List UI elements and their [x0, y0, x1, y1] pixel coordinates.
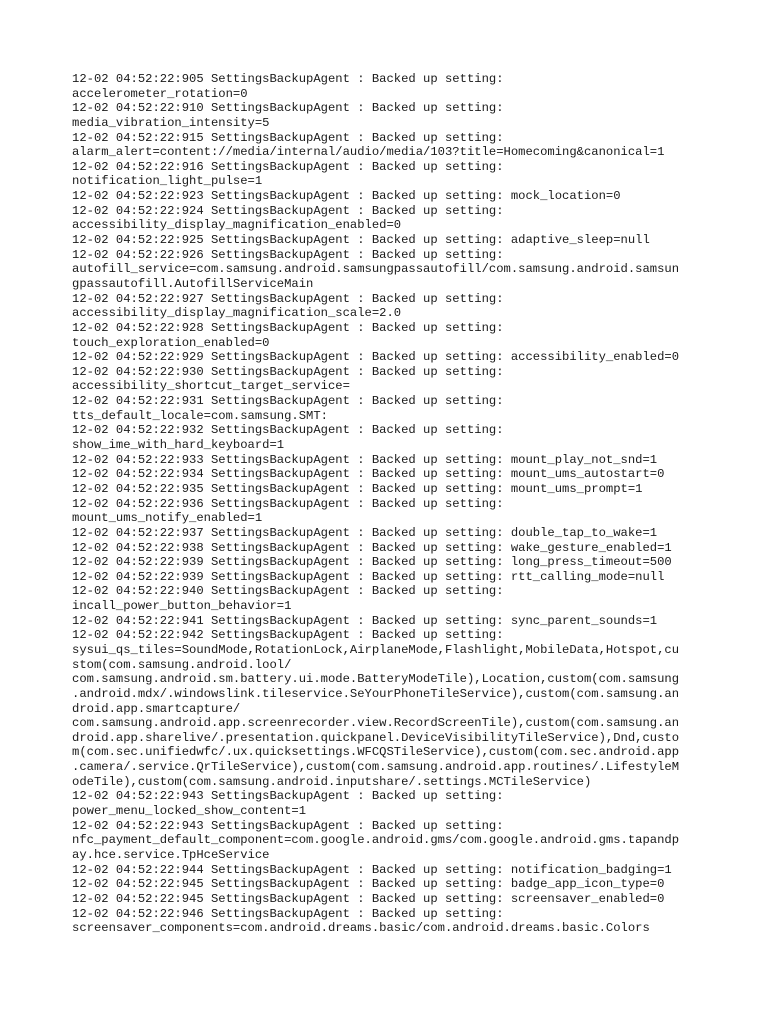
log-line: odeTile),custom(com.samsung.android.inputshare/.settings.MCTileService)	[72, 774, 592, 789]
log-line: .android.mdx/.windowslink.tileservice.SeYourPhoneTileService),custom(com.samsung.an	[72, 686, 680, 701]
log-line: tts_default_locale=com.samsung.SMT:	[72, 408, 328, 423]
log-line: 12-02 04:52:22:939 SettingsBackupAgent : Backed up setting: long_press_timeout=500	[72, 555, 672, 570]
log-line: 12-02 04:52:22:916 SettingsBackupAgent : Backed up setting:	[72, 159, 504, 174]
log-line: 12-02 04:52:22:926 SettingsBackupAgent : Backed up setting:	[72, 247, 504, 262]
log-line: 12-02 04:52:22:927 SettingsBackupAgent : Backed up setting:	[72, 291, 504, 306]
log-line: 12-02 04:52:22:928 SettingsBackupAgent : Backed up setting:	[72, 320, 504, 335]
log-line: alarm_alert=content://media/internal/audio/media/103?title=Homecoming&canonical=1	[72, 145, 665, 160]
log-line: 12-02 04:52:22:941 SettingsBackupAgent : Backed up setting: sync_parent_sounds=1	[72, 613, 658, 628]
log-line: m(com.sec.unifiedwfc/.ux.quicksettings.WFCQSTileService),custom(com.sec.android.app	[72, 745, 680, 760]
log-line: .camera/.service.QrTileService),custom(com.samsung.android.app.routines/.LifestyleM	[72, 760, 680, 775]
log-line: accessibility_shortcut_target_service=	[72, 379, 350, 394]
log-line: 12-02 04:52:22:931 SettingsBackupAgent : Backed up setting:	[72, 394, 504, 409]
log-line: accessibility_display_magnification_enabled=0	[72, 218, 402, 233]
log-line: 12-02 04:52:22:945 SettingsBackupAgent : Backed up setting: badge_app_icon_type=0	[72, 877, 665, 892]
log-line: 12-02 04:52:22:943 SettingsBackupAgent : Backed up setting:	[72, 818, 504, 833]
log-line: show_ime_with_hard_keyboard=1	[72, 438, 285, 453]
log-line: 12-02 04:52:22:934 SettingsBackupAgent : Backed up setting: mount_ums_autostart=0	[72, 467, 665, 482]
log-line: 12-02 04:52:22:930 SettingsBackupAgent : Backed up setting:	[72, 364, 504, 379]
log-line: droid.app.smartcapture/	[72, 701, 241, 716]
log-line: ay.hce.service.TpHceService	[72, 847, 270, 862]
log-line: 12-02 04:52:22:929 SettingsBackupAgent : Backed up setting: accessibility_enabled=0	[72, 350, 680, 365]
log-line: power_menu_locked_show_content=1	[72, 804, 307, 819]
log-line: com.samsung.android.app.screenrecorder.view.RecordScreenTile),custom(com.samsung.an	[72, 716, 680, 731]
log-line: 12-02 04:52:22:944 SettingsBackupAgent : Backed up setting: notification_badging=1	[72, 862, 672, 877]
log-line: stom(com.samsung.android.lool/	[72, 657, 292, 672]
log-document	[72, 72, 702, 936]
log-line: gpassautofill.AutofillServiceMain	[72, 276, 314, 291]
log-line: 12-02 04:52:22:935 SettingsBackupAgent : Backed up setting: mount_ums_prompt=1	[72, 481, 643, 496]
log-line: accessibility_display_magnification_scale=2.0	[72, 306, 402, 321]
log-line: 12-02 04:52:22:932 SettingsBackupAgent : Backed up setting:	[72, 423, 504, 438]
log-line: 12-02 04:52:22:925 SettingsBackupAgent : Backed up setting: adaptive_sleep=null	[72, 233, 650, 248]
log-line: 12-02 04:52:22:938 SettingsBackupAgent : Backed up setting: wake_gesture_enabled=1	[72, 540, 672, 555]
log-line: com.samsung.android.sm.battery.ui.mode.BatteryModeTile),Location,custom(com.samsung	[72, 672, 680, 687]
log-line: 12-02 04:52:22:940 SettingsBackupAgent : Backed up setting:	[72, 584, 504, 599]
log-line: incall_power_button_behavior=1	[72, 599, 292, 614]
log-line: 12-02 04:52:22:937 SettingsBackupAgent : Backed up setting: double_tap_to_wake=1	[72, 525, 658, 540]
log-line: notification_light_pulse=1	[72, 174, 263, 189]
log-line: 12-02 04:52:22:936 SettingsBackupAgent : Backed up setting:	[72, 496, 504, 511]
log-line: media_vibration_intensity=5	[72, 115, 270, 130]
log-line: nfc_payment_default_component=com.google.android.gms/com.google.android.gms.tapandp	[72, 833, 680, 848]
log-line: touch_exploration_enabled=0	[72, 335, 270, 350]
log-line: 12-02 04:52:22:923 SettingsBackupAgent : Backed up setting: mock_location=0	[72, 189, 621, 204]
log-line: 12-02 04:52:22:943 SettingsBackupAgent : Backed up setting:	[72, 789, 504, 804]
log-line: screensaver_components=com.android.dreams.basic/com.android.dreams.basic.Colors	[72, 921, 650, 936]
log-line: sysui_qs_tiles=SoundMode,RotationLock,AirplaneMode,Flashlight,MobileData,Hotspot,cu	[72, 642, 680, 657]
log-line: 12-02 04:52:22:905 SettingsBackupAgent : Backed up setting:	[72, 72, 504, 86]
log-line: 12-02 04:52:22:942 SettingsBackupAgent : Backed up setting:	[72, 628, 504, 643]
log-line: accelerometer_rotation=0	[72, 86, 248, 101]
log-line: 12-02 04:52:22:945 SettingsBackupAgent : Backed up setting: screensaver_enabled=0	[72, 891, 665, 906]
log-line: autofill_service=com.samsung.android.samsungpassautofill/com.samsung.android.samsun	[72, 262, 680, 277]
log-line: 12-02 04:52:22:946 SettingsBackupAgent : Backed up setting:	[72, 906, 504, 921]
log-line: 12-02 04:52:22:910 SettingsBackupAgent : Backed up setting:	[72, 101, 504, 116]
log-line: 12-02 04:52:22:924 SettingsBackupAgent : Backed up setting:	[72, 203, 504, 218]
log-line: mount_ums_notify_enabled=1	[72, 511, 263, 526]
log-line: 12-02 04:52:22:915 SettingsBackupAgent : Backed up setting:	[72, 130, 504, 145]
log-line: droid.app.sharelive/.presentation.quickpanel.DeviceVisibilityTileService),Dnd,custo	[72, 730, 680, 745]
log-line: 12-02 04:52:22:939 SettingsBackupAgent : Backed up setting: rtt_calling_mode=null	[72, 569, 665, 584]
log-line: 12-02 04:52:22:933 SettingsBackupAgent : Backed up setting: mount_play_not_snd=1	[72, 452, 658, 467]
